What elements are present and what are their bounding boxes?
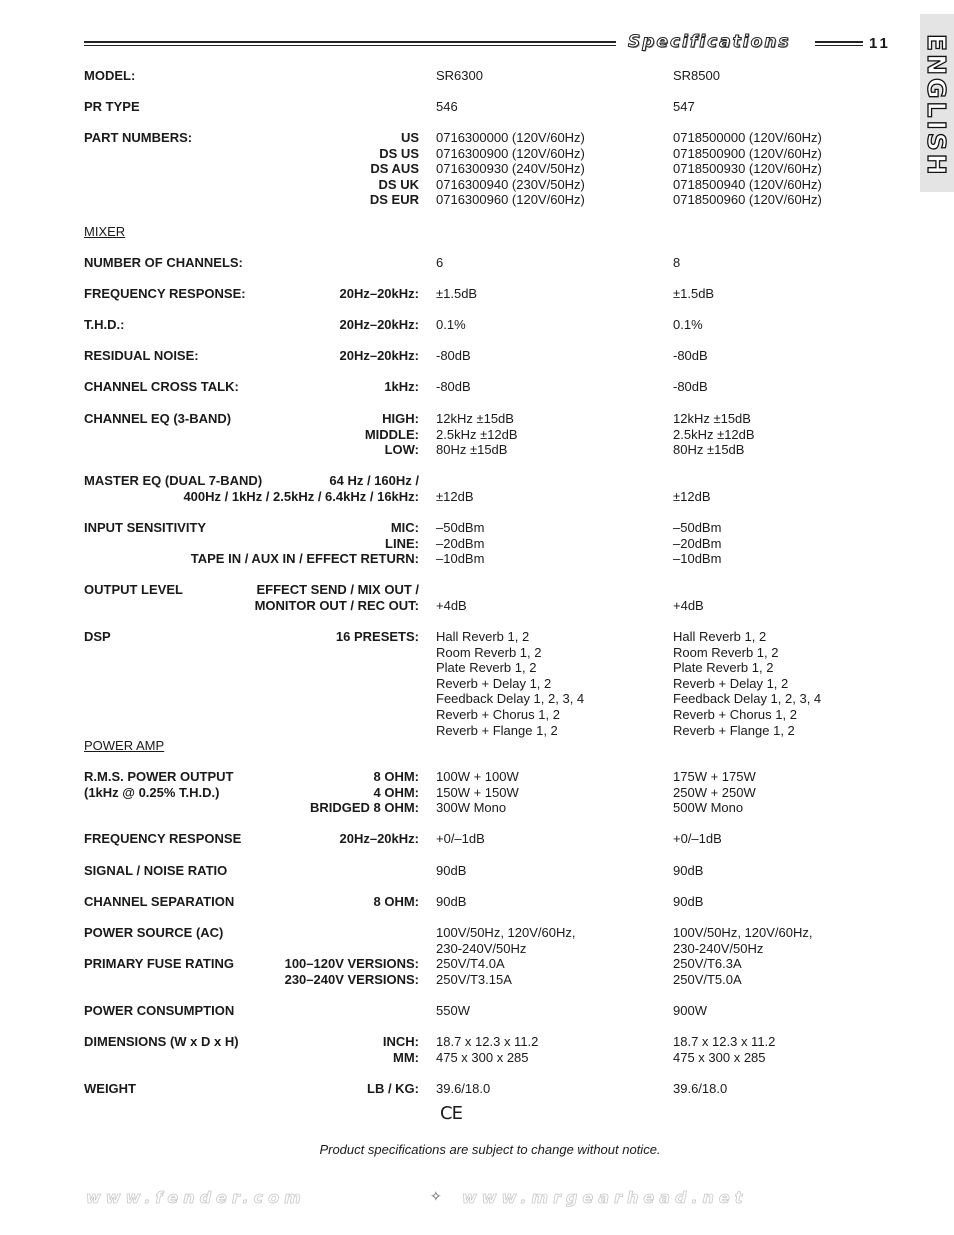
- spec-value-sr6300-line: 100V/50Hz, 120V/60Hz,: [436, 925, 576, 940]
- spec-value-sr8500-line: ±12dB: [673, 488, 711, 504]
- spec-value-sr6300-line: 0716300960 (120V/60Hz): [436, 192, 585, 208]
- spec-value-sr8500: [673, 130, 822, 208]
- spec-value-sr8500-line: -80dB: [673, 379, 708, 394]
- spec-label: OUTPUT LEVEL: [84, 582, 183, 597]
- spec-value-sr8500-line: 90dB: [673, 894, 704, 909]
- spec-label: DSP: [84, 629, 111, 644]
- spec-value-sr8500-line: Reverb + Delay 1, 2: [673, 675, 789, 691]
- spec-value-sr8500-line: 547: [673, 99, 695, 114]
- spec-condition: [365, 411, 419, 458]
- spec-value-sr6300: [436, 68, 483, 84]
- spec-value-sr6300: [436, 473, 474, 504]
- spec-label: RESIDUAL NOISE:: [84, 348, 199, 363]
- spec-condition-line: MM:: [393, 1049, 419, 1065]
- spec-label: FREQUENCY RESPONSE:: [84, 286, 246, 301]
- spec-label: R.M.S. POWER OUTPUT: [84, 769, 234, 784]
- spec-value-sr6300-line: ±1.5dB: [436, 286, 478, 301]
- spec-condition: [191, 520, 419, 567]
- spec-condition: [367, 1081, 419, 1097]
- spec-value-sr6300-line: Reverb + Chorus 1, 2: [436, 706, 560, 722]
- spec-condition-line: DS US: [379, 145, 419, 161]
- spec-condition: [340, 348, 420, 364]
- spec-value-sr6300-line: [436, 473, 474, 489]
- spec-condition-line: DS EUR: [369, 192, 419, 208]
- spec-condition-line: 20Hz–20kHz:: [339, 348, 419, 363]
- spec-value-sr6300: [436, 1034, 538, 1065]
- spec-value-sr6300-line: Hall Reverb 1, 2: [436, 629, 530, 644]
- spec-value-sr8500: [673, 629, 821, 738]
- spec-label: PART NUMBERS:: [84, 130, 193, 145]
- spec-value-sr6300-line: 90dB: [436, 863, 467, 878]
- spec-value-sr6300: [436, 956, 512, 987]
- spec-value-sr6300-line: 0716300930 (240V/50Hz): [436, 161, 585, 177]
- spec-condition: [340, 317, 420, 333]
- spec-condition: [310, 769, 419, 816]
- spec-condition-line: 100–120V VERSIONS:: [284, 956, 419, 971]
- spec-value-sr6300: [436, 317, 466, 333]
- spec-value-sr6300: [436, 894, 466, 910]
- spec-value-sr8500-line: 39.6/18.0: [673, 1081, 728, 1096]
- spec-value-sr8500-line: 12kHz ±15dB: [673, 411, 751, 426]
- spec-value-sr8500-line: –10dBm: [673, 551, 722, 567]
- spec-value-sr8500-line: Room Reverb 1, 2: [673, 644, 779, 660]
- spec-value-sr8500-line: SR8500: [673, 68, 720, 83]
- spec-value-sr8500: [673, 520, 721, 567]
- spec-condition: [370, 130, 419, 208]
- spec-condition-line: 8 OHM:: [373, 769, 419, 784]
- spec-value-sr8500-line: –20dBm: [673, 535, 722, 551]
- spec-value-sr6300-line: Reverb + Delay 1, 2: [436, 675, 552, 691]
- spec-condition-line: 400Hz / 1kHz / 2.5kHz / 6.4kHz / 16kHz:: [183, 488, 419, 504]
- spec-value-sr8500: [673, 473, 711, 504]
- spec-condition-line: MIDDLE:: [364, 426, 419, 442]
- spec-value-sr6300: [436, 582, 467, 613]
- spec-condition-line: LOW:: [384, 442, 419, 458]
- spec-condition-line: LINE:: [385, 535, 419, 551]
- spec-condition: [183, 473, 419, 504]
- spec-condition: [285, 956, 419, 987]
- spec-label: PRIMARY FUSE RATING: [84, 956, 234, 971]
- spec-value-sr8500-line: +0/–1dB: [673, 831, 722, 846]
- spec-value-sr8500-line: 900W: [673, 1003, 707, 1018]
- spec-value-sr8500: [673, 894, 703, 910]
- spec-value-sr6300: [436, 348, 471, 364]
- spec-value-sr6300: [436, 255, 443, 271]
- spec-value-sr8500: [673, 68, 720, 84]
- spec-value-sr8500-line: +4dB: [673, 597, 704, 613]
- spec-value-sr6300-line: 0716300900 (120V/60Hz): [436, 145, 585, 161]
- spec-condition-line: MIC:: [390, 520, 419, 535]
- spec-value-sr6300-line: Feedback Delay 1, 2, 3, 4: [436, 691, 585, 707]
- spec-condition-line: EFFECT SEND / MIX OUT /: [256, 582, 419, 597]
- spec-value-sr8500-line: 175W + 175W: [673, 769, 756, 784]
- section-heading: POWER AMP: [84, 738, 165, 753]
- spec-label: DIMENSIONS (W x D x H): [84, 1034, 239, 1049]
- spec-value-sr6300-line: 12kHz ±15dB: [436, 411, 514, 426]
- spec-value-sr8500-line: Feedback Delay 1, 2, 3, 4: [673, 691, 822, 707]
- spec-label: POWER SOURCE (AC): [84, 925, 224, 940]
- spec-value-sr8500-line: 0.1%: [673, 317, 703, 332]
- spec-label: WEIGHT: [84, 1081, 136, 1096]
- spec-value-sr6300-line: ±12dB: [436, 488, 474, 504]
- spec-value-sr6300-line: 250V/T3.15A: [436, 971, 512, 987]
- spec-value-sr6300-line: 18.7 x 12.3 x 11.2: [436, 1034, 539, 1049]
- spec-value-sr6300: [436, 379, 471, 395]
- spec-label: MODEL:: [84, 68, 136, 83]
- spec-value-sr8500-line: 250V/T6.3A: [673, 956, 742, 971]
- spec-condition-line: 230–240V VERSIONS:: [284, 971, 419, 987]
- spec-label: T.H.D.:: [84, 317, 125, 332]
- spec-value-sr8500-line: 18.7 x 12.3 x 11.2: [673, 1034, 776, 1049]
- spec-value-sr6300: [436, 411, 518, 458]
- spec-value-sr8500: [673, 1081, 727, 1097]
- spec-condition: [340, 831, 420, 847]
- spec-condition-line: 16 PRESETS:: [335, 629, 419, 644]
- spec-value-sr6300-line: 150W + 150W: [436, 784, 519, 800]
- spec-label: PR TYPE: [84, 99, 140, 114]
- spec-condition-line: INCH:: [382, 1034, 419, 1049]
- spec-value-sr6300-line: Reverb + Flange 1, 2: [436, 722, 558, 738]
- spec-value-sr8500: [673, 1034, 775, 1065]
- spec-value-sr6300: [436, 1003, 470, 1019]
- spec-value-sr8500: [673, 1003, 707, 1019]
- spec-value-sr6300: [436, 1081, 490, 1097]
- page-title: Specifications: [628, 32, 791, 52]
- spec-condition: [255, 582, 419, 613]
- spec-condition-line: DS AUS: [370, 161, 419, 177]
- section-heading: MIXER: [84, 224, 126, 239]
- spec-condition-line: BRIDGED 8 OHM:: [309, 800, 419, 816]
- spec-value-sr6300-line: +4dB: [436, 597, 467, 613]
- spec-condition: [374, 894, 420, 910]
- page-number: 11: [869, 35, 891, 52]
- spec-value-sr6300-line: +0/–1dB: [436, 831, 485, 846]
- spec-label: INPUT SENSITIVITY: [84, 520, 207, 535]
- ce-mark: CE: [440, 1103, 462, 1124]
- spec-value-sr6300-line: [436, 582, 467, 598]
- spec-label: CHANNEL CROSS TALK:: [84, 379, 239, 394]
- spec-value-sr8500: [673, 317, 703, 333]
- spec-label-secondary: (1kHz @ 0.25% T.H.D.): [84, 784, 220, 800]
- spec-condition-line: MONITOR OUT / REC OUT:: [254, 597, 419, 613]
- spec-condition-line: HIGH:: [382, 411, 419, 426]
- disclaimer-note: Product specifications are subject to change without notice.: [319, 1142, 661, 1157]
- spec-label: NUMBER OF CHANNELS:: [84, 255, 243, 270]
- spec-value-sr8500-line: 2.5kHz ±12dB: [673, 426, 755, 442]
- spec-value-sr8500-line: 500W Mono: [673, 800, 744, 816]
- spec-value-sr8500-line: 8: [673, 255, 681, 270]
- spec-condition: [384, 379, 419, 395]
- footer-separator-icon: ✧: [430, 1188, 442, 1204]
- spec-value-sr6300-line: 90dB: [436, 894, 467, 909]
- spec-value-sr8500: [673, 411, 755, 458]
- spec-value-sr6300: [436, 925, 575, 956]
- spec-value-sr6300-line: –10dBm: [436, 551, 485, 567]
- spec-value-sr6300-line: 475 x 300 x 285: [436, 1049, 529, 1065]
- spec-value-sr8500-line: Reverb + Chorus 1, 2: [673, 706, 797, 722]
- spec-value-sr8500-line: 0718500960 (120V/60Hz): [673, 192, 822, 208]
- spec-value-sr6300-line: 39.6/18.0: [436, 1081, 491, 1096]
- spec-condition-line: 1kHz:: [384, 379, 419, 394]
- spec-value-sr6300: [436, 130, 585, 208]
- header-rule-left: [84, 41, 616, 46]
- spec-value-sr8500-line: 0718500940 (120V/60Hz): [673, 176, 822, 192]
- spec-value-sr8500-line: –50dBm: [673, 520, 722, 535]
- spec-value-sr6300-line: Plate Reverb 1, 2: [436, 660, 537, 676]
- spec-value-sr8500-line: Hall Reverb 1, 2: [673, 629, 767, 644]
- spec-value-sr8500: [673, 582, 704, 613]
- spec-value-sr6300-line: 300W Mono: [436, 800, 507, 816]
- spec-value-sr6300-line: 0.1%: [436, 317, 466, 332]
- spec-value-sr6300-line: 6: [436, 255, 444, 270]
- spec-value-sr6300-line: -80dB: [436, 379, 471, 394]
- spec-value-sr6300-line: SR6300: [436, 68, 483, 83]
- spec-value-sr6300-line: 0716300000 (120V/60Hz): [436, 130, 585, 145]
- spec-value-sr8500: [673, 348, 708, 364]
- spec-value-sr6300-line: 100W + 100W: [436, 769, 519, 784]
- spec-value-sr6300-line: 230-240V/50Hz: [436, 940, 527, 956]
- spec-value-sr6300-line: –50dBm: [436, 520, 485, 535]
- spec-condition-line: US: [400, 130, 419, 145]
- spec-value-sr8500-line: 90dB: [673, 863, 704, 878]
- spec-value-sr8500-line: 0718500900 (120V/60Hz): [673, 145, 822, 161]
- spec-condition-line: LB / KG:: [367, 1081, 419, 1096]
- spec-value-sr8500: [673, 99, 695, 115]
- spec-value-sr8500: [673, 831, 722, 847]
- language-tab-label: ENGLISH: [922, 34, 951, 178]
- spec-value-sr8500-line: Reverb + Flange 1, 2: [673, 722, 795, 738]
- spec-value-sr8500-line: Plate Reverb 1, 2: [673, 660, 774, 676]
- spec-value-sr8500-line: ±1.5dB: [673, 286, 715, 301]
- spec-value-sr8500-line: -80dB: [673, 348, 708, 363]
- spec-condition-line: 64 Hz / 160Hz /: [329, 473, 419, 488]
- spec-value-sr6300: [436, 863, 466, 879]
- spec-value-sr6300-line: 80Hz ±15dB: [436, 442, 508, 458]
- spec-value-sr6300: [436, 629, 584, 738]
- spec-label: FREQUENCY RESPONSE: [84, 831, 242, 846]
- spec-value-sr6300-line: -80dB: [436, 348, 471, 363]
- spec-value-sr8500: [673, 863, 703, 879]
- spec-value-sr6300: [436, 286, 477, 302]
- spec-value-sr6300: [436, 769, 519, 816]
- spec-condition-line: 20Hz–20kHz:: [339, 831, 419, 846]
- spec-value-sr8500-line: [673, 473, 711, 489]
- spec-label: SIGNAL / NOISE RATIO: [84, 863, 228, 878]
- spec-value-sr8500-line: 80Hz ±15dB: [673, 442, 745, 458]
- spec-value-sr8500: [673, 286, 714, 302]
- spec-value-sr8500: [673, 925, 812, 956]
- spec-value-sr8500-line: 230-240V/50Hz: [673, 940, 764, 956]
- spec-value-sr6300-line: 0716300940 (230V/50Hz): [436, 176, 585, 192]
- spec-label: CHANNEL EQ (3-BAND): [84, 411, 232, 426]
- spec-value-sr6300-line: 2.5kHz ±12dB: [436, 426, 518, 442]
- spec-value-sr8500-line: 0718500930 (120V/60Hz): [673, 161, 822, 177]
- spec-value-sr6300-line: Room Reverb 1, 2: [436, 644, 542, 660]
- spec-condition: [340, 286, 420, 302]
- spec-condition: [336, 629, 419, 645]
- spec-condition-line: 20Hz–20kHz:: [339, 286, 419, 301]
- spec-value-sr6300-line: –20dBm: [436, 535, 485, 551]
- spec-label: MASTER EQ (DUAL 7-BAND): [84, 473, 263, 488]
- spec-value-sr8500: [673, 255, 680, 271]
- footer-url-fender[interactable]: www.fender.com: [86, 1188, 306, 1207]
- spec-label: POWER CONSUMPTION: [84, 1003, 235, 1018]
- spec-condition-line: 8 OHM:: [373, 894, 419, 909]
- spec-condition-line: 4 OHM:: [373, 784, 419, 800]
- spec-value-sr8500: [673, 379, 708, 395]
- spec-value-sr8500-line: 250W + 250W: [673, 784, 756, 800]
- spec-condition-line: TAPE IN / AUX IN / EFFECT RETURN:: [190, 551, 419, 567]
- spec-condition-line: DS UK: [378, 176, 419, 192]
- spec-value-sr8500-line: 475 x 300 x 285: [673, 1049, 766, 1065]
- footer-url-mrgearhead[interactable]: www.mrgearhead.net: [462, 1188, 748, 1207]
- spec-value-sr8500-line: 250V/T5.0A: [673, 971, 742, 987]
- spec-value-sr8500-line: [673, 582, 704, 598]
- spec-value-sr6300: [436, 520, 484, 567]
- spec-value-sr6300-line: 250V/T4.0A: [436, 956, 505, 971]
- spec-label: CHANNEL SEPARATION: [84, 894, 235, 909]
- spec-value-sr8500: [673, 956, 742, 987]
- spec-value-sr8500-line: 100V/50Hz, 120V/60Hz,: [673, 925, 813, 940]
- spec-value-sr6300-line: 546: [436, 99, 458, 114]
- spec-value-sr6300: [436, 831, 485, 847]
- spec-value-sr8500: [673, 769, 756, 816]
- header-rule-right: [815, 41, 863, 46]
- spec-value-sr6300-line: 550W: [436, 1003, 470, 1018]
- spec-value-sr8500-line: 0718500000 (120V/60Hz): [673, 130, 822, 145]
- spec-value-sr6300: [436, 99, 458, 115]
- spec-condition: [383, 1034, 419, 1065]
- spec-condition-line: 20Hz–20kHz:: [339, 317, 419, 332]
